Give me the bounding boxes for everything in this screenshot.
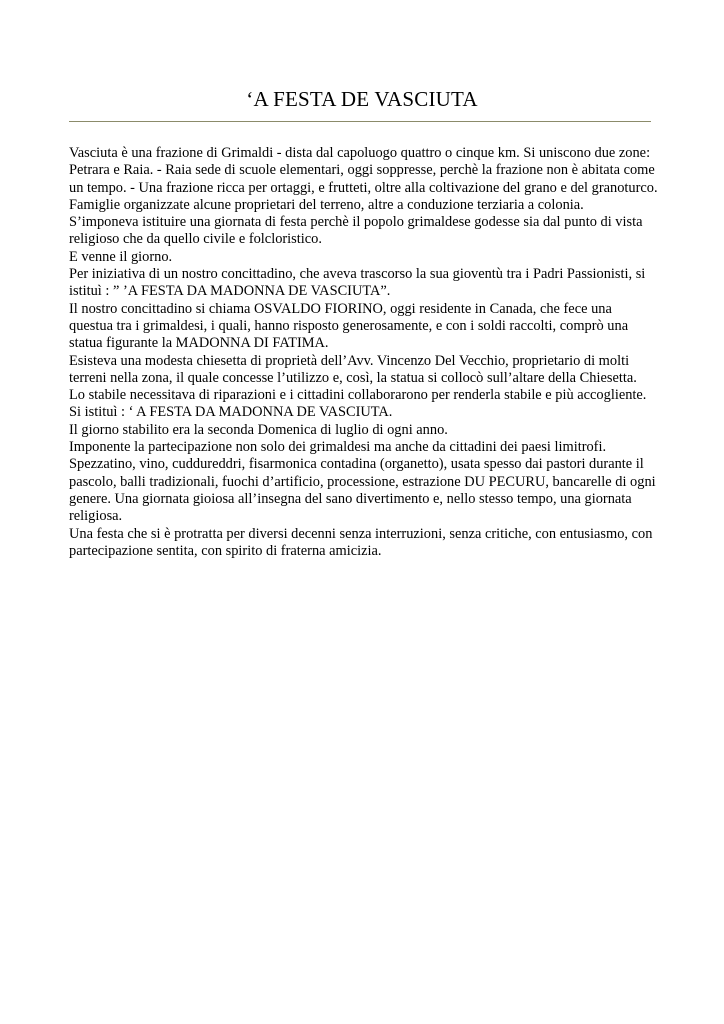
title-divider <box>69 121 651 122</box>
paragraph: Il giorno stabilito era la seconda Domenica di luglio di ogni anno. <box>69 421 448 438</box>
paragraph: S’imponeva istituire una giornata di festa perchè il popolo grimaldese godesse sia dal punto di vista religioso che da quello civile e folcloristico. <box>69 214 643 248</box>
paragraph: Lo stabile necessitava di riparazioni e i cittadini collaborarono per renderla stabile e più accogliente. <box>69 387 647 404</box>
paragraph: Per iniziativa di un nostro concittadino, che aveva trascorso la sua gioventù tra i Padri Passionisti, si istituì : ” ’A FESTA DA MADONNA DE VASCIUTA”. <box>69 266 646 300</box>
document-body <box>69 145 659 560</box>
paragraph: Una festa che si è protratta per diversi decenni senza interruzioni, senza critiche, con entusiasmo, con partecipazione sentita, con spirito di fraterna amicizia. <box>69 525 653 559</box>
paragraph: Esisteva una modesta chiesetta di proprietà dell’Avv. Vincenzo Del Vecchio, proprietario di molti terreni nella zona, il quale concesse l’utilizzo e, così, la statua si collocò sull’altare della Chiesetta. <box>69 352 637 386</box>
paragraph: Famiglie organizzate alcune proprietari del terreno, altre a conduzione terziaria a colonia. <box>69 196 584 213</box>
paragraph: Imponente la partecipazione non solo dei grimaldesi ma anche da cittadini dei paesi limitrofi. <box>69 439 607 456</box>
paragraph: Spezzatino, vino, cuddureddri, fisarmonica contadina (organetto), usata spesso dai pastori durante il pascolo, balli tradizionali, fuochi d’artificio, processione, estrazione DU PECURU, bancarelle di ogni genere. Una giornata gioiosa all’insegna del sano divertimento e, nello stesso tempo, una giornata religiosa. <box>69 456 656 525</box>
paragraph: Si istituì : ‘ A FESTA DA MADONNA DE VASCIUTA. <box>69 404 393 421</box>
paragraph: Vasciuta è una frazione di Grimaldi - dista dal capoluogo quattro o cinque km. Si uniscono due zone: Petrara e Raia. - Raia sede di scuole elementari, oggi soppresse, perchè la frazione non è abitata come un tempo. - Una frazione ricca per ortaggi, e frutteti, oltre alla coltivazione del grano e del granoturco. <box>69 145 658 196</box>
paragraph: E venne il giorno. <box>69 248 173 265</box>
document-title: ‘A FESTA DE VASCIUTA <box>246 87 478 111</box>
paragraph: Il nostro concittadino si chiama OSVALDO FIORINO, oggi residente in Canada, che fece una questua tra i grimaldesi, i quali, hanno risposto generosamente, e con i soldi raccolti, comprò una statua figurante la MADONNA DI FATIMA. <box>69 300 629 352</box>
